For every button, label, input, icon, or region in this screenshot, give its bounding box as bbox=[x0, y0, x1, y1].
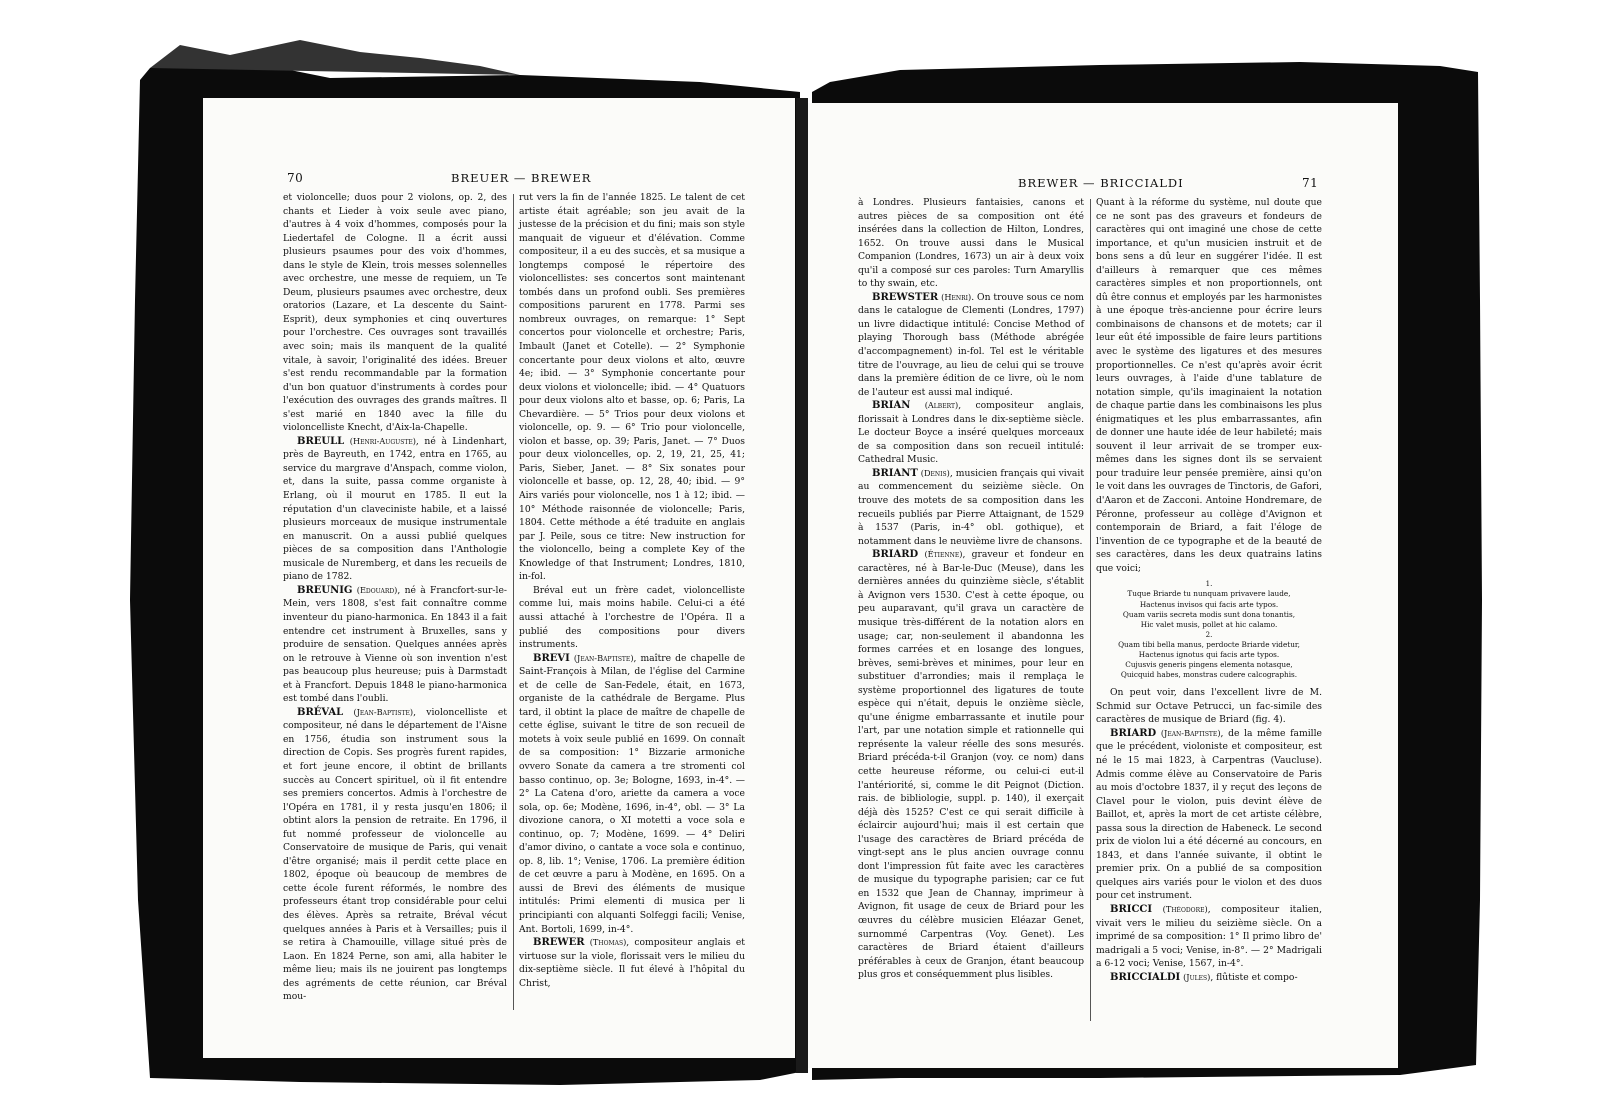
entry-briant bbox=[858, 467, 1084, 548]
poem-line: Quam tibi bella manus, perdocte Briarde videtur, bbox=[1118, 639, 1300, 649]
poem-line: Quicquid habes, monstras cudere calcographis. bbox=[1120, 670, 1298, 680]
poem-line: Hactenus ignotus qui facis arte typos. bbox=[1138, 649, 1280, 659]
entry-text: Quant à la réforme du système, nul doute que ce ne sont pas des graveurs et fondeurs de caractères qui ont imaginé une chose de cette importance, et qu'un musicien instruit et de bons sens a dû leur en suggérer l'idée. Il est d'ailleurs à remarquer que ces mêmes caractères simples et non proportionnels, ont dû être connus et employés par les harmonistes à une époque très-ancienne pour écrire leurs combinaisons de chansons et de motets; car il leur eût été impossible de faire leurs partitions avec le système des ligatures et des mesures proportionnelles. Ce n'est qu'après avoir écrit leurs ouvrages, à l'aide d'une tablature de notation simple, qu'ils imaginaient la notation de chaque partie dans les combinaisons les plus énigmatiques et les plus embarrassantes, afin de donner une haute idée de leur habileté; mais souvent il leur arrivait de se tromper eux-mêmes dans les signes dont ils se servaient pour traduire leur pensée première, ainsi qu'on le voit dans les ouvrages de Tinctoris, de Gafori, d'Aaron et de Zacconi. Antoine Hondremare, de Péronne, professeur au collège d'Avignon et contemporain de Briard, a fait l'éloge de l'invention de ce typographe et de la beauté de ses caractères, dans les deux quatrains latins que voici; bbox=[1096, 197, 1322, 574]
stanza-number: 1. bbox=[1205, 580, 1213, 589]
entry-breunig bbox=[283, 584, 507, 706]
running-head-right: BREWER — BRICCIALDI bbox=[1018, 176, 1184, 190]
headword: BREULL bbox=[297, 435, 345, 447]
headword: BREWSTER bbox=[872, 291, 939, 303]
right-column-1 bbox=[858, 196, 1084, 982]
spine-shadow bbox=[796, 98, 808, 1073]
given-name: (Edouard) bbox=[356, 584, 398, 595]
stanza-number: 2. bbox=[1205, 630, 1213, 639]
entry-text: à Londres. Plusieurs fantaisies, canons et autres pièces de sa composition ont été insérées dans la collection de Hilton, Londres, 1652. On trouve aussi dans le Musical Companion (Londres, 1673) un air à deux voix qu'il a composé sur ces paroles: Turn Amaryllis to thy swain, etc. bbox=[858, 197, 1084, 290]
poem-line: Tuque Briarde tu nunquam privavere laude, bbox=[1127, 589, 1291, 599]
entry-breval bbox=[283, 706, 507, 1004]
entry-brevi bbox=[519, 652, 745, 936]
poem-line: Hactenus invisos qui facis arte typos. bbox=[1139, 599, 1279, 609]
entry-body: , flûtiste et compo- bbox=[1210, 971, 1298, 983]
headword: BRIANT bbox=[872, 467, 918, 479]
given-name: (Théodore) bbox=[1162, 904, 1208, 914]
entry-body: , compositeur anglais, florissait à Londres dans le dix-septième siècle. Le docteur Boyce a inséré quelques morceaux de sa composition dans son recueil intitulé: Cathedral Music. bbox=[858, 400, 1084, 466]
entry-body: , graveur et fondeur en caractères, né à Bar-le-Duc (Meuse), dans les dernières années du quinzième siècle, s'établit à Avignon vers 1530. C'est à cette époque, ou peu auparavant, qu'il grava un caractère de musique très-différent de la notation alors en usage; car, non-seulement il abandonna les formes carrées et en losange des longues, brèves, semi-brèves et minimes, pour leur en substituer d'arrondies; mais il remplaça le système proportionnel des ligatures de toute espèce qui n'était, depuis le onzième siècle, qu'une énigme embarrassante et inutile pour l'art, par une notation simple et rationnelle qui représente la valeur réelle des sons mesurés. Briard précéda-t-il Granjon (voy. ce nom) dans cette heureuse réforme, ou celui-ci eut-il l'antériorité, si, comme le dit Peignot (Diction. rais. de bibliologie, suppl. p. 140), il exerçait déjà dès 1525? C'est ce qui serait difficile à éclaircir aujourd'hui; mais il est certain que l'usage des caractères de Briard précéda de vingt-sept ans le plus ancien ouvrage connu dont l'impression fût faite avec les caractères de musique du typographe parisien; car ce fut en 1532 que Jean de Channay, imprimeur à Avignon, fit usage de ceux de Briard pour les œuvres du célèbre musicien Eléazar Genet, surnommé Carpentras (Voy. Genet). Les caractères de Briard étaient d'ailleurs préférables à ceux de Granjon, étant beaucoup plus gros et conséquemment plus lisibles. bbox=[858, 549, 1084, 981]
given-name: (Jules) bbox=[1183, 971, 1211, 982]
entry-body: , musicien français qui vivait au commencement du seizième siècle. On trouve des motets de sa composition dans les recueils publiés par Pierre Attaignant, de 1529 à 1537 (Paris, in-4° obl. gothique), et notamment dans le neuvième livre de chansons. bbox=[858, 467, 1085, 547]
headword: BRÉVAL bbox=[297, 706, 344, 718]
entry-body: , violoncelliste et compositeur, né dans le département de l'Aisne en 1756, étudia son instrument sous la direction de Copis. Ses progrès furent rapides, et fort jeune encore, il obtint de brillants succès au Concert spirituel, où il fit entendre ses premiers concertos. Admis à l'orchestre de l'Opéra en 1781, il y resta jusqu'en 1806; il obtint alors la pension de retraite. En 1796, il fut nommé professeur de violoncelle au Conservatoire de musique de Paris, qui venait d'être organisé; mais il perdit cette place en 1802, époque où beaucoup de membres de cette école furent réformés, le nombre des professeurs étant trop considérable pour celui des élèves. Après sa retraite, Bréval vécut quelques années à Paris et à Versailles; puis il se retira à Chamouille, village situé près de Laon. En 1824 Perne, son ami, alla habiter le même lieu; mais ils ne jouirent pas longtemps des agréments de cette réunion, car Bréval mou- bbox=[283, 706, 507, 1003]
entry-bricci bbox=[1096, 903, 1322, 971]
entry-briard-jean-baptiste bbox=[1096, 727, 1322, 903]
poem-line: Cujusvis generis pingens elementa notasque, bbox=[1125, 660, 1293, 670]
entry-text: rut vers la fin de l'année 1825. Le talent de cet artiste était agréable; son jeu avait de la justesse de la précision et du fini; mais son style manquait de vigueur et d'élévation. Comme compositeur, il a eu des succès, et sa musique a longtemps composé le répertoire des violoncellistes: ses concertos sont maintenant tombés dans un profond oubli. Ses premières compositions parurent en 1778. Parmi ses nombreux ouvrages, on remarque: 1° Sept concertos pour violoncelle et orchestre; Paris, Imbault (Janet et Cotelle). — 2° Symphonie concertante pour deux violons et alto, œuvre 4e; ibid. — 3° Symphonie concertante pour deux violons et violoncelle; ibid. — 4° Quatuors pour deux violons alto et basse, op. 6; Paris, La Chevardière. — 5° Trios pour deux violons et violoncelle, op. 9. — 6° Trio pour violoncelle, violon et basse, op. 39; Paris, Janet. — 7° Duos pour deux violoncelles, op. 2, 19, 21, 25, 41; Paris, Sieber, Janet. — 8° Six sonates pour violoncelle et basse, op. 12, 28, 40; ibid. — 9° Airs variés pour violoncelle, nos 1 à 12; ibid. — 10° Méthode raisonnée de violoncelle; Paris, 1804. Cette méthode a été traduite en anglais par J. Peile, sous ce titre: New instruction for the violoncello, being a complete Key of the Knowledge of that Instrument; Londres, 1810, in-fol. bbox=[519, 192, 745, 583]
poem-line: Quam variis secreta modis sunt dona tonantis, bbox=[1122, 609, 1296, 619]
headword: BRICCI bbox=[1110, 904, 1153, 915]
page-number-right: 71 bbox=[1302, 176, 1319, 190]
entry-briccialdi bbox=[1096, 971, 1322, 985]
given-name: (Denis) bbox=[920, 467, 950, 478]
headword: BRIARD bbox=[872, 549, 919, 561]
right-column-2 bbox=[1096, 196, 1322, 984]
given-name: (Jean-Baptiste) bbox=[1160, 727, 1221, 738]
entry-body: , de la même famille que le précédent, violoniste et compositeur, est né le 15 mai 1823, à Carpentras (Vaucluse). Admis comme élève au Conservatoire de Paris au mois d'octobre 1837, il y reçut des leçons de Clavel pour le violon, puis devint élève de Baillot, et, après la mort de cet artiste célèbre, passa sous la direction de Habeneck. Le second prix de violon lui a été décerné au concours, en 1843, et dans l'année suivante, il obtint le premier prix. On a publié de sa composition quelques airs variés pour le violon et des duos pour cet instrument. bbox=[1096, 727, 1322, 902]
entry-brewer bbox=[519, 936, 745, 990]
given-name: (Étienne) bbox=[924, 549, 963, 560]
entry-body: , compositeur anglais et virtuose sur la viole, florissait vers le milieu du dix-septième siècle. Il fut élevé à l'hôpital du Christ, bbox=[519, 937, 745, 989]
given-name: (Henri) bbox=[941, 291, 972, 302]
entry-brewster bbox=[858, 291, 1084, 399]
entry-briard-etienne bbox=[858, 548, 1084, 982]
entry-brian bbox=[858, 399, 1084, 467]
entry-body: , né à Francfort-sur-le-Mein, vers 1808, s'est fait connaître comme inventeur du piano-harmonica. En 1843 il a fait entendre cet instrument à Bruxelles, sans y produire de sensation. Quelques années après on le retrouve à Vienne où son invention n'est pas beaucoup plus heureuse; puis à Darmstadt et à Francfort. Depuis 1848 le piano-harmonica est tombé dans l'oubli. bbox=[283, 584, 507, 705]
entry-body: , compositeur italien, vivait vers le milieu du seizième siècle. On a imprimé de sa composition: 1° Il primo libro de' madrigali a 5 voci; Venise, in-8°. — 2° Madrigali a 6-12 voci; Venise, 1567, in-4°. bbox=[1096, 904, 1322, 970]
headword: BRICCIALDI bbox=[1110, 971, 1181, 983]
poem-line: Hic valet musis, pollet at hic calamo. bbox=[1140, 619, 1278, 629]
given-name: (Jean-Baptiste) bbox=[353, 706, 414, 717]
entry-body: , né à Lindenhart, près de Bayreuth, en 1742, entra en 1765, au service du margrave d'Anspach, comme violon, et, dans la suite, passa comme organiste à Erlang, où il mourut en 1785. Il eut la réputation d'un claveciniste habile, et a laissé plusieurs morceaux de musique instrumentale en manuscrit. On a aussi publié quelques pièces de sa composition dans l'Anthologie musicale de Nuremberg, et dans les recueils de piano de 1782. bbox=[283, 435, 507, 583]
left-page bbox=[203, 98, 795, 1058]
left-column-2 bbox=[519, 191, 745, 990]
given-name: (Thomas) bbox=[589, 937, 627, 948]
left-column-1 bbox=[283, 191, 507, 1004]
latin-quatrains bbox=[1096, 579, 1322, 680]
entry-text: Bréval eut un frère cadet, violoncelliste comme lui, mais moins habile. Celui-ci a été aussi attaché à l'orchestre de l'Opéra. Il a publié des compositions pour divers instruments. bbox=[519, 584, 745, 651]
right-page bbox=[808, 103, 1398, 1068]
headword: BRIARD bbox=[1110, 727, 1157, 739]
headword: BREWER bbox=[533, 937, 585, 949]
headword: BREUNIG bbox=[297, 584, 353, 596]
entry-body: . On trouve sous ce nom dans le catalogue de Clementi (Londres, 1797) un livre didactique intitulé: Concise Method of playing Thorough bass (Méthode abrégée d'accompagnement) in-fol. Tel est le véritable titre de l'ouvrage, au lieu de celui qui se trouve dans la première édition de ce livre, où le nom de l'auteur est aussi mal indiqué. bbox=[858, 291, 1084, 398]
entry-text: et violoncelle; duos pour 2 violons, op. 2, des chants et Lieder à voix seule avec piano, d'autres à 4 voix d'hommes, composés pour la Liedertafel de Cologne. Il a écrit aussi plusieurs psaumes pour des voix d'hommes, dans le style de Klein, trois messes solennelles avec orchestre, une messe de requiem, un Te Deum, plusieurs psaumes avec orchestre, deux oratorios (Lazare, et La descente du Saint-Esprit), deux symphonies et cinq ouvertures pour l'orchestre. Ces ouvrages sont travaillés avec soin; mais ils manquent de la qualité vitale, à savoir, l'originalité des idées. Breuer s'est rendu recommandable par la formation d'un bon quatuor d'instruments à cordes pour l'exécution des ouvrages des grands maîtres. Il s'est marié en 1840 avec la fille du violoncelliste Knecht, d'Aix-la-Chapelle. bbox=[283, 192, 507, 434]
column-rule bbox=[1090, 199, 1091, 1021]
given-name: (Jean-Baptiste) bbox=[573, 652, 634, 663]
given-name: (Henri-Auguste) bbox=[349, 435, 416, 446]
entry-text: On peut voir, dans l'excellent livre de M. Schmid sur Octave Petrucci, un fac-simile des caractères de musique de Briard (fig. 4). bbox=[1096, 687, 1322, 726]
entry-breull bbox=[283, 435, 507, 584]
page-number-left: 70 bbox=[287, 171, 304, 185]
entry-body: , maître de chapelle de Saint-François à Milan, de l'église del Carmine et de celle de San-Fedele, était, en 1673, organiste de la cathédrale de Bergame. Plus tard, il obtint la place de maître de chapelle de cette église, suivant le titre de son recueil de motets à voix seule publié en 1699. On connaît de sa composition: 1° Bizzarie armoniche ovvero Sonate da camera a tre stromenti col basso continuo, op. 3e; Bologne, 1693, in-4°. — 2° La Catena d'oro, ariette da camera a voce sola, op. 6e; Modène, 1696, in-4°, obl. — 3° La divozione canora, o XI motetti a voce sola e continuo, op. 7; Modène, 1699. — 4° Deliri d'amor divino, o cantate a voce sola e continuo, op. 8, lib. 1°; Venise, 1706. La première édition de cet œuvre a paru à Modène, en 1695. On a aussi de Brevi des éléments de musique intitulés: Primi elementi di musica per li principianti con alquanti Solfeggi facili; Venise, Ant. Bortoli, 1699, in-4°. bbox=[519, 652, 746, 935]
column-rule bbox=[513, 194, 514, 1010]
given-name: (Albert) bbox=[924, 400, 959, 411]
headword: BREVI bbox=[533, 652, 570, 664]
running-head-left: BREUER — BREWER bbox=[451, 171, 592, 185]
headword: BRIAN bbox=[872, 400, 911, 412]
